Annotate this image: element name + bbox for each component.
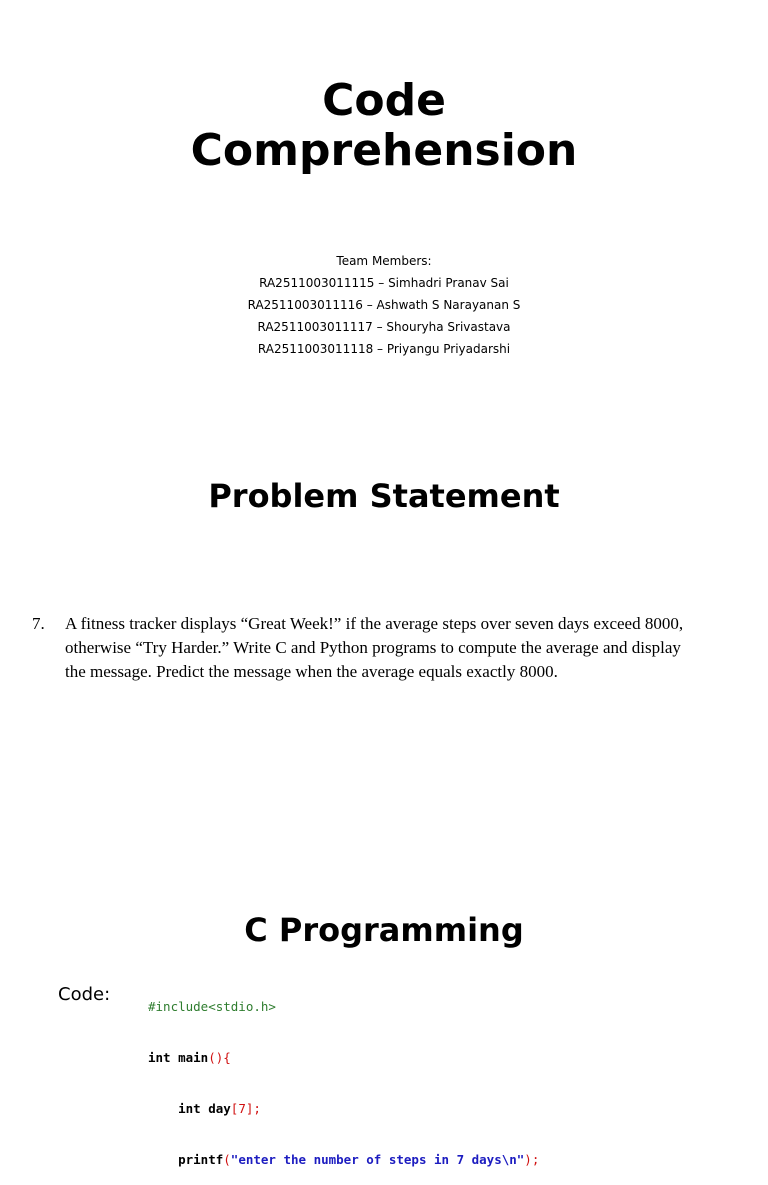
team-member: RA2511003011116 – Ashwath S Narayanan S — [247, 298, 521, 312]
code-indent — [148, 1101, 178, 1116]
code-directive: #include<stdio.h> — [148, 999, 276, 1014]
problem-line: otherwise “Try Harder.” Write C and Python programs to compute the average and display — [65, 638, 681, 657]
code-identifier: day — [200, 1101, 231, 1116]
code-punct: [7]; — [230, 1101, 261, 1116]
code-punct: ( — [223, 1152, 231, 1167]
title-line-1: Code — [322, 75, 446, 126]
code-line-1 — [148, 998, 578, 1015]
code-keyword: int — [178, 1101, 201, 1116]
code-snippet — [148, 964, 578, 1167]
problem-statement — [32, 612, 732, 684]
code-punct: (){ — [208, 1050, 231, 1065]
code-label: Code: — [58, 984, 111, 1005]
code-string: "enter the number of steps in 7 days\n" — [230, 1152, 525, 1167]
code-punct: ); — [524, 1152, 540, 1167]
team-heading: Team Members: — [336, 254, 432, 268]
team-member: RA2511003011117 – Shouryha Srivastava — [257, 320, 511, 334]
code-line-2 — [148, 1049, 578, 1066]
team-members-block — [0, 250, 768, 360]
problem-number: 7. — [32, 614, 45, 633]
problem-line: A fitness tracker displays “Great Week!” if the average steps over seven days exceed 8000, — [65, 614, 684, 633]
c-programming-heading: C Programming — [244, 911, 524, 949]
title-line-2: Comprehension — [190, 125, 578, 176]
code-keyword: int — [148, 1050, 171, 1065]
problem-text — [65, 612, 732, 684]
team-member: RA2511003011115 – Simhadri Pranav Sai — [259, 276, 509, 290]
problem-statement-heading: Problem Statement — [208, 477, 560, 515]
code-line-4 — [148, 1151, 578, 1168]
problem-line: the message. Predict the message when the average equals exactly 8000. — [65, 662, 558, 681]
team-member: RA2511003011118 – Priyangu Priyadarshi — [257, 342, 511, 356]
code-indent — [148, 1152, 178, 1167]
code-line-3 — [148, 1100, 578, 1117]
code-function: printf — [178, 1152, 224, 1167]
page-title — [0, 76, 768, 176]
code-identifier: main — [170, 1050, 209, 1065]
